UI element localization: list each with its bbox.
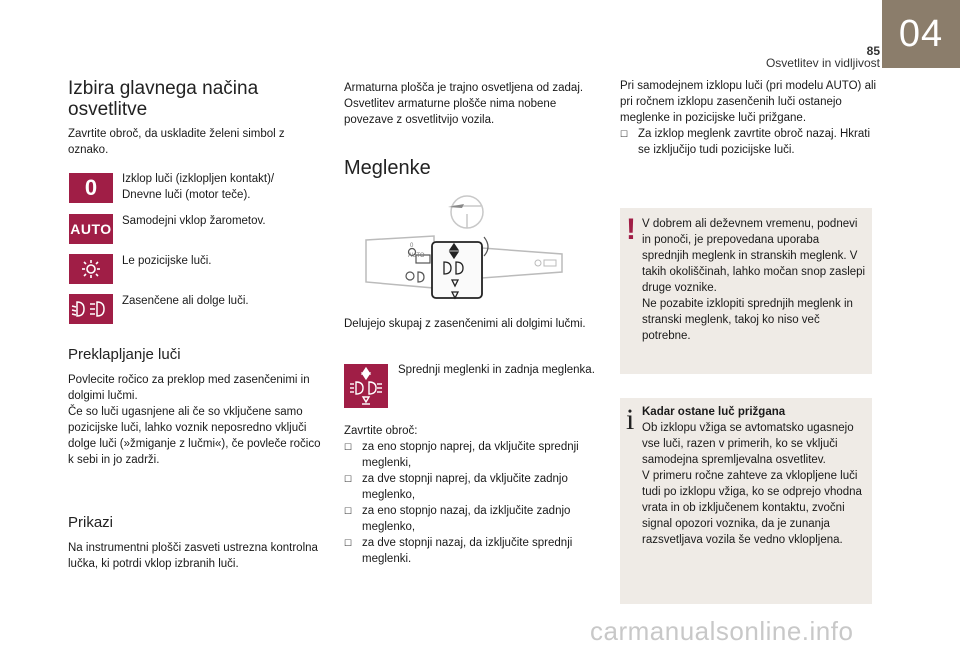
diagram-label-zero: 0 — [410, 243, 414, 249]
lighting-stalk-diagram — [352, 192, 602, 304]
warning-note — [620, 208, 872, 374]
fog-off-list — [620, 126, 870, 158]
fog-lamps-icon — [344, 364, 388, 408]
dipped-main-beam-icon — [69, 294, 113, 324]
list-item: ☐ za eno stopnjo naprej, da vključite sprednji meglenki, — [344, 439, 602, 471]
position-lights-icon — [69, 254, 113, 284]
section-title-main-lighting: Izbira glavnega načina osvetlitve — [68, 78, 259, 120]
watermark: carmanualsonline.info — [590, 616, 854, 646]
section-intro: Zavrtite obroč, da uskladite želeni simbol z oznako. — [68, 128, 285, 156]
list-item: ☐ Za izklop meglenk zavrtite obroč nazaj. Hkrati se izključijo tudi pozicijske luči. — [620, 126, 870, 158]
item-label-dipped-main: Zasenčene ali dolge luči. — [122, 295, 249, 307]
list-item: ☐ za dve stopnji nazaj, da izključite sprednji meglenki. — [344, 535, 602, 567]
info-text: Ob izklopu vžiga se avtomatsko ugasnejo vse luči, razen v primerih, ko se vključi samodejna spremljevalna osvetlitev. V primeru ročne zahteve za vklopljene luči tudi po izklopu vžiga, ko se odprejo vhodna vrata in ob izključenem kontaktu, zvočni signal opozori voznika, da je zunanja razsvetljava vozila še vedno vklopljena. — [642, 422, 862, 546]
section-title-fog-lamps: Meglenke — [344, 157, 431, 179]
section-title-displays: Prikazi — [68, 514, 114, 531]
switching-paragraph-1: Povlecite ročico za preklop med zasenčenimi in dolgimi lučmi. — [68, 374, 310, 402]
page-number: 85 — [866, 44, 880, 58]
fog-instructions-list — [344, 439, 602, 567]
warning-text: V dobrem ali deževnem vremenu, podnevi in ponoči, je prepovedana uporaba sprednjih meglenk in stranskih meglenk. V takih okoliščinah, lahko močan snop zaslepi druge voznike. Ne pozabite izklopiti sprednjih meglenk in stranski meglenk, takoj ko niso več potrebne. — [642, 218, 866, 342]
warning-icon: ! — [626, 213, 636, 246]
item-label-zero: Izklop luči (izklopljen kontakt)/ Dnevne luči (motor teče). — [122, 173, 275, 201]
chapter-number: 04 — [882, 0, 960, 68]
turn-ring-label: Zavrtite obroč: — [344, 425, 418, 437]
section-title-switching: Preklapljanje luči — [68, 346, 181, 363]
fog-item-label: Sprednji meglenki in zadnja meglenka. — [398, 364, 595, 376]
displays-paragraph: Na instrumentni plošči zasveti ustrezna kontrolna lučka, ki potrdi vklop izbranih luči. — [68, 542, 318, 570]
item-label-position: Le pozicijske luči. — [122, 255, 212, 267]
fog-caption: Delujejo skupaj z zasenčenimi ali dolgimi lučmi. — [344, 318, 586, 330]
switching-paragraph-2: Če so luči ugasnjene ali če so vključene samo pozicijske luči, lahko voznik neposredno vključi dolge luči (»žmiganje z lučmi«), če povleče ročico k sebi in jo zadrži. — [68, 406, 321, 466]
info-note — [620, 398, 872, 604]
list-item: ☐ za dve stopnji naprej, da vključite zadnjo meglenko, — [344, 471, 602, 503]
auto-off-paragraph: Pri samodejnem izklopu luči (pri modelu AUTO) ali pri ročnem izklopu zasenčenih luči ostanejo meglenke in pozicijske luči prižgane. — [620, 80, 877, 124]
zero-icon: 0 — [69, 173, 113, 203]
dashboard-paragraph: Armaturna plošča je trajno osvetljena od zadaj. Osvetlitev armaturne plošče nima nobene povezave z osvetlitvijo vozila. — [344, 82, 584, 126]
item-label-auto: Samodejni vklop žarometov. — [122, 215, 266, 227]
info-icon: i — [626, 403, 635, 436]
chapter-title: Osvetlitev in vidljivost — [765, 56, 880, 70]
list-item: ☐ za eno stopnjo nazaj, da izključite zadnjo meglenko, — [344, 503, 602, 535]
auto-icon: AUTO — [69, 214, 113, 244]
info-title: Kadar ostane luč prižgana — [642, 406, 786, 418]
diagram-label-auto: AUTO — [408, 253, 425, 259]
